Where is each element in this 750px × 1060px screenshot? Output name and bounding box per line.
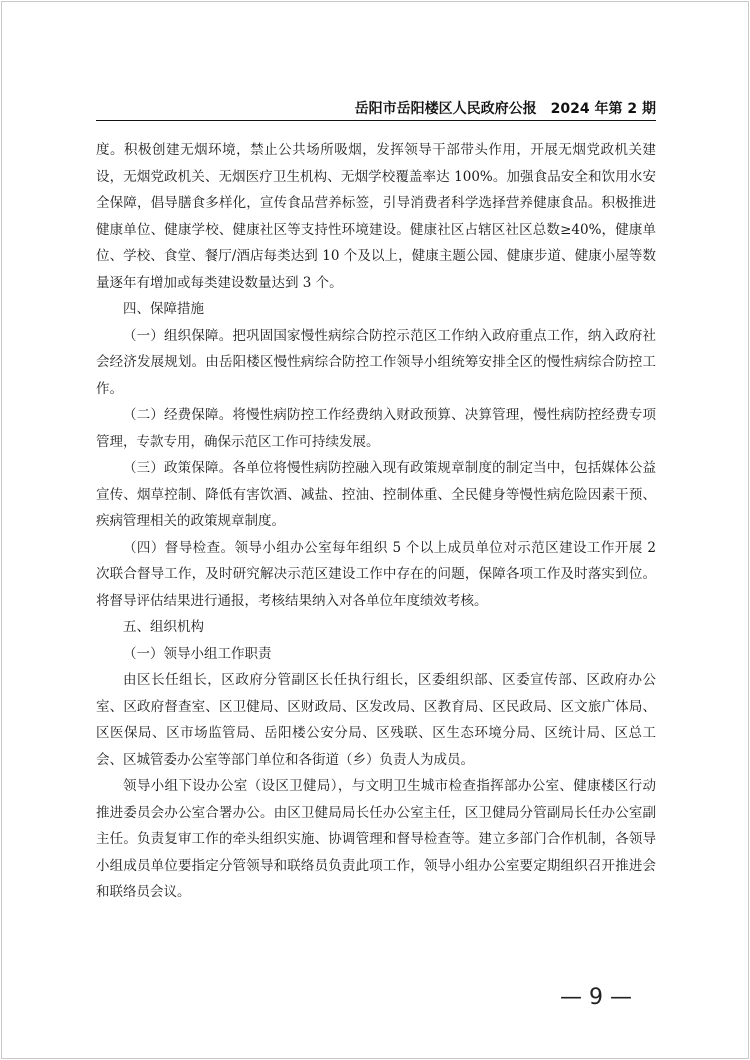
header-rule	[96, 120, 656, 121]
page-number: — 9 —	[560, 985, 632, 1010]
section-heading: 五、组织机构	[123, 619, 204, 635]
paragraph: （三）政策保障。各单位将慢性病防控融入现有政策规章制度的制定当中，包括媒体公益宣传、烟草控制、降低有害饮酒、减盐、控油、控制体重、全民健身等慢性病危险因素干预、疾病管理相关的政策规章制度。	[96, 460, 656, 529]
paragraph: 度。积极创建无烟环境，禁止公共场所吸烟，发挥领导干部带头作用，开展无烟党政机关建设，无烟党政机关、无烟医疗卫生机构、无烟学校覆盖率达 100%。加强食品安全和饮用水安全保障，倡导膳食多样化，宣传食品营养标签，引导消费者科学选择营养健康食品。积极推进健康单位、健康学校、健康社区等支持性环境建设。健康社区占辖区社区总数≥40%，健康单位、学校、食堂、餐厅/酒店每类达到 10 个及以上，健康主题公园、健康步道、健康小屋等数量逐年有增加或每类建设数量达到 3 个。	[96, 142, 656, 291]
page-header: 岳阳市岳阳楼区人民政府公报 2024 年第 2 期	[354, 101, 656, 117]
paragraph: （一）组织保障。把巩固国家慢性病综合防控示范区工作纳入政府重点工作，纳入政府社会经济发展规划。由岳阳楼区慢性病综合防控工作领导小组统筹安排全区的慢性病综合防控工作。	[96, 327, 656, 397]
paragraph: （二）经费保障。将慢性病防控工作经费纳入财政预算、决算管理，慢性病防控经费专项管理，专款专用，确保示范区工作可持续发展。	[96, 407, 656, 450]
document-body	[96, 137, 656, 906]
subsection-heading: （一）领导小组工作职责	[123, 645, 272, 662]
paragraph: 由区长任组长，区政府分管副区长任执行组长，区委组织部、区委宣传部、区政府办公室、区政府督查室、区卫健局、区财政局、区发改局、区教育局、区民政局、区文旅广体局、区医保局、区市场监管局、岳阳楼公安分局、区残联、区生态环境分局、区统计局、区总工会、区城管委办公室等部门单位和各街道（乡）负责人为成员。	[96, 672, 656, 768]
paragraph: （四）督导检查。领导小组办公室每年组织 5 个以上成员单位对示范区建设工作开展 2 次联合督导工作，及时研究解决示范区建设工作中存在的问题，保障各项工作及时落实到位。将督导评估结果进行通报，考核结果纳入对各单位年度绩效考核。	[96, 539, 656, 609]
paragraph: 领导小组下设办公室（设区卫健局），与文明卫生城市检查指挥部办公室、健康楼区行动推进委员会办公室合署办公。由区卫健局局长任办公室主任，区卫健局分管副局长任办公室副主任。负责复审工作的牵头组织实施、协调管理和督导检查等。建立多部门合作机制，各领导小组成员单位要指定分管领导和联络员负责此项工作，领导小组办公室要定期组织召开推进会和联络员会议。	[96, 778, 656, 900]
section-heading: 四、保障措施	[123, 301, 204, 317]
